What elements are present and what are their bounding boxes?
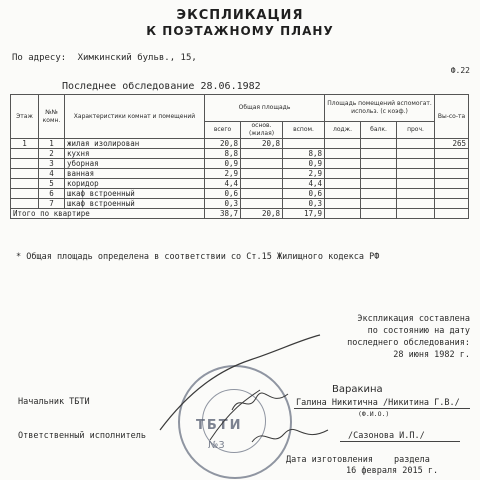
header-description: Характеристики комнат и помещений: [65, 95, 205, 139]
table-row: 1 1 жилая изолирован 20,8 20,8 265: [11, 139, 469, 149]
address-line: [12, 53, 197, 63]
executor-name: /Сазонова И.П./: [348, 431, 425, 441]
date-prefix: раздела: [394, 455, 430, 465]
header-balconies: балк.: [361, 122, 397, 139]
header-other: проч.: [397, 122, 435, 139]
table-row: 6 шкаф встроенный 0,6 0,6: [11, 189, 469, 199]
header-total-area: Общая площадь: [205, 95, 325, 122]
table-row: 4 ванная 2,9 2,9: [11, 169, 469, 179]
header-living: основ. (жилая): [241, 122, 283, 139]
header-room-no: №№ комн.: [39, 95, 65, 139]
table-row: 3 уборная 0,9 0,9: [11, 159, 469, 169]
totals-living: 20,8: [241, 209, 283, 219]
chief-label: Начальник ТБТИ: [18, 397, 90, 407]
address-value: Химкинский бульв., 15,: [77, 53, 197, 63]
chief-handwritten-name: Варакина: [332, 384, 383, 395]
totals-total: 38,7: [205, 209, 241, 219]
date-value: 16 февраля 2015 г.: [346, 466, 439, 476]
area-footnote: * Общая площадь определена в соответствии со Ст.15 Жилищного кодекса РФ: [16, 252, 380, 262]
executor-signature-mark: [250, 422, 330, 450]
totals-row: [11, 209, 469, 219]
date-label: Дата изготовления: [286, 455, 373, 465]
header-loggias: лодж.: [325, 122, 361, 139]
stamp-text: ТБТИ: [196, 418, 243, 433]
chief-signature-mark: [230, 388, 290, 418]
header-floor: Этаж: [11, 95, 39, 139]
header-height: Вы-со-та: [435, 95, 469, 139]
chief-name-caption: (Ф.И.О.): [358, 410, 390, 418]
explication-table: [10, 94, 469, 219]
document-subtitle: К ПОЭТАЖНОМУ ПЛАНУ: [146, 24, 334, 38]
document-title: ЭКСПЛИКАЦИЯ: [176, 8, 304, 23]
chief-full-name: Галина Никитична /Никитина Г.В./: [296, 398, 460, 408]
header-aux-area: Площадь помещений вспомогат. использ. (с коэф.): [325, 95, 435, 122]
last-survey-date: Последнее обследование 28.06.1982: [62, 81, 261, 92]
header-total: всего: [205, 122, 241, 139]
address-label: По адресу:: [12, 53, 67, 63]
explication-summary: Экспликация составлена по состоянию на дату последнего обследования: 28 июня 1982 г.: [347, 314, 470, 360]
executor-label: Ответственный исполнитель: [18, 431, 146, 441]
stamp-number: №3: [208, 440, 225, 451]
totals-label: Итого по квартире: [11, 209, 205, 219]
header-aux: вспом.: [283, 122, 325, 139]
table-row: 2 кухня 8,8 8,8: [11, 149, 469, 159]
table-row: 5 коридор 4,4 4,4: [11, 179, 469, 189]
totals-aux: 17,9: [283, 209, 325, 219]
form-number: Ф.22: [450, 66, 470, 75]
table-row: 7 шкаф встроенный 0,3 0,3: [11, 199, 469, 209]
